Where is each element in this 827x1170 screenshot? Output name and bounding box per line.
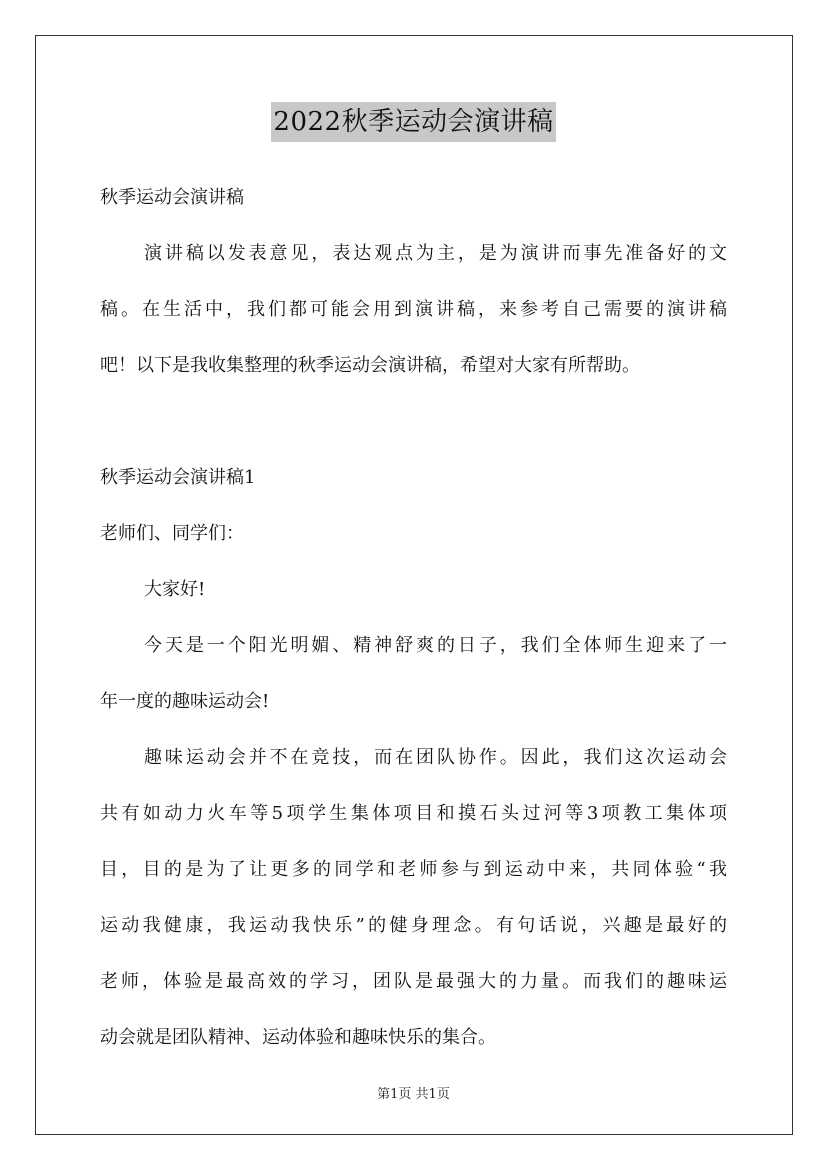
text-line: 秋季运动会演讲稿 xyxy=(100,187,244,208)
text-line: 演讲稿以发表意见，表达观点为主，是为演讲而事先准备好的文 xyxy=(144,243,727,264)
text-line: 大家好! xyxy=(144,579,206,600)
text-line: 今天是一个阳光明媚、精神舒爽的日子，我们全体师生迎来了一 xyxy=(144,635,727,656)
paragraph xyxy=(100,506,727,562)
text-line: 年一度的趣味运动会! xyxy=(100,691,270,712)
page-footer: 第1页 共1页 xyxy=(377,1087,450,1102)
text-line: 趣味运动会并不在竞技，而在团队协作。因此，我们这次运动会 xyxy=(144,747,727,768)
text-line: 吧！以下是我收集整理的秋季运动会演讲稿，希望对大家有所帮助。 xyxy=(100,355,640,376)
text-line: 共有如动力火车等5项学生集体项目和摸石头过河等3项教工集体项 xyxy=(100,803,727,824)
text-line: 目，目的是为了让更多的同学和老师参与到运动中来，共同体验“我 xyxy=(100,859,727,880)
document-title: 2022秋季运动会演讲稿 xyxy=(271,102,555,142)
text-line: 老师们、同学们： xyxy=(100,523,244,544)
paragraph xyxy=(100,730,727,1066)
paragraph xyxy=(100,170,727,226)
paragraph xyxy=(100,562,727,618)
paragraph-gap xyxy=(100,394,727,450)
paragraph xyxy=(100,618,727,730)
text-line: 稿。在生活中，我们都可能会用到演讲稿，来参考自己需要的演讲稿 xyxy=(100,299,727,320)
text-line: 运动我健康，我运动我快乐”的健身理念。有句话说，兴趣是最好的 xyxy=(100,915,727,936)
title-container xyxy=(0,102,827,142)
text-line: 秋季运动会演讲稿1 xyxy=(100,467,256,488)
paragraph xyxy=(100,226,727,394)
paragraph xyxy=(100,450,727,506)
text-line: 动会就是团队精神、运动体验和趣味快乐的集合。 xyxy=(100,1027,496,1048)
text-line: 老师，体验是最高效的学习，团队是最强大的力量。而我们的趣味运 xyxy=(100,971,727,992)
document-body xyxy=(100,170,727,1066)
